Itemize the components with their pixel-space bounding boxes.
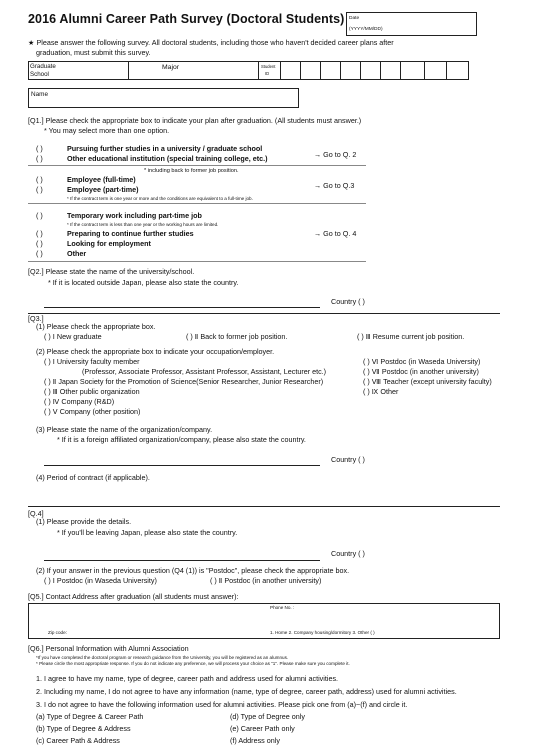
- q1-checkbox-4[interactable]: ( ): [36, 185, 43, 194]
- q4-part1: (1) Please provide the details.: [36, 517, 132, 526]
- q1-option-6: Preparing to continue further studies: [67, 229, 194, 238]
- student-id-label: Student: [261, 64, 276, 69]
- q3-part2: (2) Please check the appropriate box to indicate your occupation/employer.: [36, 347, 275, 356]
- q5-address-type: 1. Home 2. Company housing/dormitory 3. Other ( ): [270, 630, 375, 635]
- date-format: (YYYY/MM/DD): [349, 27, 383, 32]
- q6-note-2: * Please circle the most appropriate response. If you do not indicate any preference, we will process your choice as "1". Please make sure you complete it.: [36, 661, 350, 666]
- q3-opt-other[interactable]: ( ) Ⅸ Other: [363, 387, 399, 396]
- q2-answer-line[interactable]: [44, 307, 320, 308]
- q6-choice-f[interactable]: (f) Address only: [230, 736, 280, 745]
- q4-answer-line[interactable]: [44, 560, 320, 561]
- q3-opt-public-org[interactable]: ( ) Ⅲ Other public organization: [44, 387, 140, 396]
- q1-note-fulltime: * If the contract term is one year or more and the conditions are equivalent to a full-time job.: [67, 196, 253, 201]
- date-field[interactable]: [346, 12, 477, 36]
- q1-checkbox-5[interactable]: ( ): [36, 211, 43, 220]
- q1-heading: [Q1.] Please check the appropriate box to indicate your plan after graduation. (All students must answer.): [28, 116, 362, 125]
- q1-note-temp: * If the contract term is less than one year or the working hours are limited.: [67, 222, 219, 227]
- q3-p1-new-graduate[interactable]: ( ) Ⅰ New graduate: [44, 332, 102, 341]
- q3-part4: (4) Period of contract (if applicable).: [36, 473, 150, 482]
- q4-part2: (2) If your answer in the previous question (Q4 (1)) is "Postdoc", please check the appropriate box.: [36, 566, 350, 575]
- q3-heading: [Q3.]: [28, 314, 44, 323]
- q6-choice-b[interactable]: (b) Type of Degree & Address: [36, 724, 131, 733]
- q1-goto-q2: → Go to Q. 2: [314, 150, 357, 159]
- name-field[interactable]: [28, 88, 299, 108]
- major-label: Major: [162, 64, 179, 71]
- q4-p2-postdoc-other[interactable]: ( ) Ⅱ Postdoc (in another university): [210, 576, 322, 585]
- q4-country[interactable]: Country ( ): [331, 549, 365, 558]
- q4-part1-note: * If you'll be leaving Japan, please also state the country.: [57, 528, 238, 537]
- q1-option-2: Other educational institution (special training college, etc.): [67, 154, 268, 163]
- q5-phone-label: Phone No. :: [270, 605, 295, 610]
- q3-org-answer-line[interactable]: [44, 465, 320, 466]
- q1-option-7: Looking for employment: [67, 239, 151, 248]
- q2-heading: [Q2.] Please state the name of the university/school.: [28, 267, 195, 276]
- q1-option-4: Employee (part-time): [67, 185, 139, 194]
- q1-note-back: * including back to former job position.: [144, 168, 239, 174]
- q3-opt-company-rd[interactable]: ( ) Ⅳ Company (R&D): [44, 397, 115, 406]
- q6-choice-c[interactable]: (c) Career Path & Address: [36, 736, 120, 745]
- q2-note: * If it is located outside Japan, please also state the country.: [48, 278, 239, 287]
- q3-part3: (3) Please state the name of the organization/company.: [36, 425, 213, 434]
- q5-address-box[interactable]: [28, 603, 500, 639]
- q6-heading: [Q6.] Personal Information with Alumni Association: [28, 644, 189, 653]
- q3-opt-jsps[interactable]: ( ) Ⅱ Japan Society for the Promotion of Science(Senior Researcher, Junior Researcher): [44, 377, 324, 386]
- q3-part1: (1) Please check the appropriate box.: [36, 322, 156, 331]
- q6-choice-a[interactable]: (a) Type of Degree & Career Path: [36, 712, 144, 721]
- q6-choice-e[interactable]: (e) Career Path only: [230, 724, 295, 733]
- q3-opt-faculty-examples: (Professor, Associate Professor, Assistant Professor, Assistant, Lecturer etc.): [82, 367, 327, 376]
- q3-opt-teacher[interactable]: ( ) Ⅷ Teacher (except university faculty): [363, 377, 492, 386]
- q1-note: * You may select more than one option.: [44, 126, 170, 135]
- q6-note-1: *If you have completed the doctoral program or research guidance from the University, you will be registered as an alumnus.: [36, 655, 289, 660]
- q3-p1-resume-job[interactable]: ( ) Ⅲ Resume current job position.: [357, 332, 465, 341]
- q1-checkbox-1[interactable]: ( ): [36, 144, 43, 153]
- student-info-row: [28, 61, 469, 80]
- q4-heading: [Q.4]: [28, 509, 44, 518]
- q6-option-2[interactable]: 2. Including my name, I do not agree to have any information (name, type of degree, career path, address) used for alumni activities.: [36, 687, 457, 696]
- intro-line-2: graduation, must submit this survey.: [36, 48, 151, 57]
- q5-heading: [Q5.] Contact Address after graduation (all students must answer):: [28, 592, 239, 601]
- q5-zip-label: Zip code:: [48, 630, 67, 635]
- date-label: Date: [349, 16, 360, 21]
- q1-checkbox-7[interactable]: ( ): [36, 239, 43, 248]
- q3-opt-university-faculty[interactable]: ( ) Ⅰ University faculty member: [44, 357, 140, 366]
- q3-opt-postdoc-other[interactable]: ( ) Ⅶ Postdoc (in another university): [363, 367, 479, 376]
- q6-option-3[interactable]: 3. I do not agree to have the following information used for alumni activities. Please pick one from (a)~(f) and circle it.: [36, 700, 408, 709]
- q1-checkbox-2[interactable]: ( ): [36, 154, 43, 163]
- q2-country[interactable]: Country ( ): [331, 297, 365, 306]
- student-id-label-2: ID: [265, 71, 270, 76]
- q1-goto-q3: → Go to Q.3: [314, 181, 355, 190]
- graduate-school-label: Graduate: [30, 63, 56, 70]
- q6-choice-d[interactable]: (d) Type of Degree only: [230, 712, 305, 721]
- q1-checkbox-6[interactable]: ( ): [36, 229, 43, 238]
- name-label: Name: [31, 91, 49, 98]
- q3-opt-company-other[interactable]: ( ) Ⅴ Company (other position): [44, 407, 141, 416]
- q1-option-5: Temporary work including part-time job: [67, 211, 202, 220]
- q1-checkbox-8[interactable]: ( ): [36, 249, 43, 258]
- q3-part3-note: * If it is a foreign affiliated organization/company, please also state the country.: [57, 435, 306, 444]
- q6-option-1[interactable]: 1. I agree to have my name, type of degree, career path and address used for alumni activities.: [36, 674, 339, 683]
- page-title: 2016 Alumni Career Path Survey (Doctoral Students): [28, 12, 345, 26]
- graduate-school-label-2: School: [30, 71, 49, 78]
- q1-option-8: Other: [67, 249, 87, 258]
- q3-country[interactable]: Country ( ): [331, 455, 365, 464]
- q3-p1-back-to-job[interactable]: ( ) Ⅱ Back to former job position.: [186, 332, 288, 341]
- intro-line-1: ★ Please answer the following survey. All doctoral students, including those who haven't decided career plans after: [28, 38, 394, 47]
- q3-opt-postdoc-waseda[interactable]: ( ) Ⅵ Postdoc (in Waseda University): [363, 357, 481, 366]
- q1-goto-q4: → Go to Q. 4: [314, 229, 357, 238]
- q1-option-1: Pursuing further studies in a university / graduate school: [67, 144, 263, 153]
- q1-checkbox-3[interactable]: ( ): [36, 175, 43, 184]
- q4-p2-postdoc-waseda[interactable]: ( ) Ⅰ Postdoc (in Waseda University): [44, 576, 157, 585]
- q1-option-3: Employee (full-time): [67, 175, 136, 184]
